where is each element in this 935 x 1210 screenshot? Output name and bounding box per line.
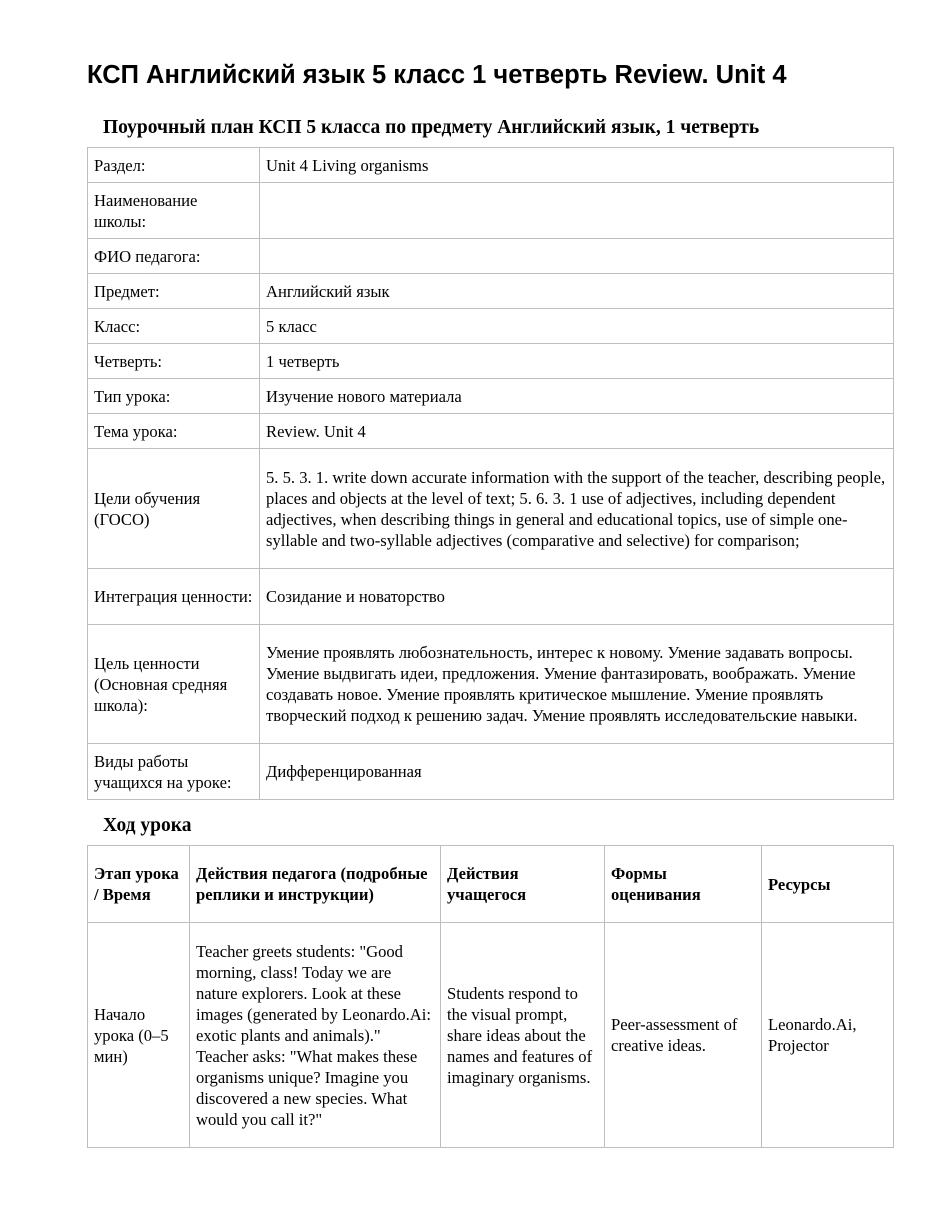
- column-header-teacher-actions: Действия педагога (подробные реплики и инструкции): [190, 846, 441, 923]
- plan-title: Поурочный план КСП 5 класса по предмету Английский язык, 1 четверть: [103, 117, 760, 138]
- info-value: Review. Unit 4: [260, 414, 894, 449]
- info-value: Английский язык: [260, 274, 894, 309]
- lesson-info-table: [87, 147, 894, 800]
- table-header-row: [88, 846, 894, 923]
- info-value: Unit 4 Living organisms: [260, 148, 894, 183]
- info-label: Виды работы учащихся на уроке:: [88, 744, 260, 800]
- info-value: 5. 5. 3. 1. write down accurate information with the support of the teacher, describing people, places and objects at the level of text; 5. 6. 3. 1 use of adjectives, including dependent adjectives, when describing things in general and educational topics, use of simple one-syllable and two-syllable adjectives (comparative and selective) for comparison;: [260, 449, 894, 569]
- table-row: [88, 569, 894, 625]
- column-header-assessment: Формы оценивания: [605, 846, 762, 923]
- info-value: [260, 239, 894, 274]
- table-row: [88, 309, 894, 344]
- table-row: [88, 744, 894, 800]
- info-label: Интеграция ценности:: [88, 569, 260, 625]
- table-row: [88, 625, 894, 744]
- info-label: ФИО педагога:: [88, 239, 260, 274]
- info-value: 1 четверть: [260, 344, 894, 379]
- table-row: [88, 379, 894, 414]
- info-label: Наименование школы:: [88, 183, 260, 239]
- info-label: Четверть:: [88, 344, 260, 379]
- column-header-resources: Ресурсы: [762, 846, 894, 923]
- resources-cell: Leonardo.Ai, Projector: [762, 923, 894, 1148]
- table-row: [88, 449, 894, 569]
- info-value: Умение проявлять любознательность, интерес к новому. Умение задавать вопросы. Умение выдвигать идеи, предложения. Умение фантазировать, воображать. Умение создавать новое. Умение проявлять критическое мышление. Умение проявлять творческий подход к решению задач. Умение проявлять исследовательские навыки.: [260, 625, 894, 744]
- info-value: 5 класс: [260, 309, 894, 344]
- info-label: Цели обучения (ГОСО): [88, 449, 260, 569]
- page-title: КСП Английский язык 5 класс 1 четверть Review. Unit 4: [87, 61, 787, 89]
- info-label: Класс:: [88, 309, 260, 344]
- assessment-cell: Peer-assessment of creative ideas.: [605, 923, 762, 1148]
- table-row: [88, 923, 894, 1148]
- column-header-student-actions: Действия учащегося: [441, 846, 605, 923]
- stage-cell: Начало урока (0–5 мин): [88, 923, 190, 1148]
- table-row: [88, 183, 894, 239]
- table-row: [88, 414, 894, 449]
- table-row: [88, 239, 894, 274]
- info-label: Тема урока:: [88, 414, 260, 449]
- course-title: Ход урока: [103, 815, 192, 836]
- info-label: Раздел:: [88, 148, 260, 183]
- table-row: [88, 148, 894, 183]
- table-row: [88, 344, 894, 379]
- lesson-course-table: [87, 845, 894, 1148]
- info-label: Тип урока:: [88, 379, 260, 414]
- column-header-stage: Этап урока / Время: [88, 846, 190, 923]
- info-value: Дифференцированная: [260, 744, 894, 800]
- student-actions-cell: Students respond to the visual prompt, share ideas about the names and features of imaginary organisms.: [441, 923, 605, 1148]
- info-label: Цель ценности (Основная средняя школа):: [88, 625, 260, 744]
- table-row: [88, 274, 894, 309]
- info-value: Созидание и новаторство: [260, 569, 894, 625]
- info-value: [260, 183, 894, 239]
- teacher-actions-cell: Teacher greets students: "Good morning, class! Today we are nature explorers. Look at these images (generated by Leonardo.Ai: exotic plants and animals)." Teacher asks: "What makes these organisms unique? Imagine you discovered a new species. What would you call it?": [190, 923, 441, 1148]
- info-value: Изучение нового материала: [260, 379, 894, 414]
- info-label: Предмет:: [88, 274, 260, 309]
